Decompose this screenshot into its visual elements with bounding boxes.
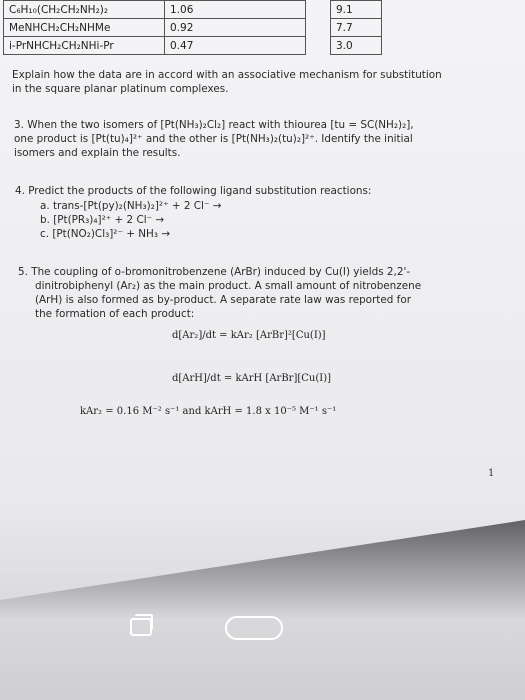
q4-item-a: a. trans-[Pt(py)₂(NH₃)₂]²⁺ + 2 Cl⁻ →	[40, 200, 222, 212]
table-cell: 1.06	[165, 1, 306, 19]
explain-text: Explain how the data are in accord with an associative mechanism for substitution in the square planar platinum complexes.	[12, 69, 442, 95]
table-cell: C₆H₁₀(CH₂CH₂NH₂)₂	[4, 1, 165, 19]
q5-line3: (ArH) is also formed as by-product. A separate rate law was reported for	[35, 294, 411, 306]
q5-line1: 5. The coupling of o-bromonitrobenzene (ArBr) induced by Cu(I) yields 2,2'-	[18, 266, 411, 278]
equation-3: kAr₂ = 0.16 M⁻² s⁻¹ and kArH = 1.8 x 10⁻⁵ M⁻¹ s⁻¹	[80, 406, 337, 417]
data-table-right	[330, 0, 382, 55]
equation-1: d[Ar₂]/dt = kAr₂ [ArBr]²[Cu(I)]	[172, 330, 326, 341]
table-cell: MeNHCH₂CH₂NHMe	[4, 19, 165, 37]
table-cell: i-PrNHCH₂CH₂NHi-Pr	[4, 37, 165, 55]
q5-line4: the formation of each product:	[35, 308, 195, 320]
home-button-icon[interactable]	[225, 616, 283, 640]
q4-title: 4. Predict the products of the following ligand substitution reactions:	[15, 185, 372, 197]
page-number: 1	[488, 468, 495, 479]
equation-2: d[ArH]/dt = kArH [ArBr][Cu(I)]	[172, 373, 331, 384]
device-nav-bar	[130, 610, 430, 650]
bottom-shade	[0, 500, 525, 700]
recent-apps-icon[interactable]	[130, 618, 152, 636]
table-row	[4, 1, 306, 19]
table-row	[4, 19, 306, 37]
data-table	[3, 0, 306, 55]
q3-line2: one product is [Pt(tu)₄]²⁺ and the other is [Pt(NH₃)₂(tu)₂]²⁺. Identify the initial	[14, 133, 413, 145]
q4-item-b: b. [Pt(PR₃)₄]²⁺ + 2 Cl⁻ →	[40, 214, 165, 226]
table-cell: 7.7	[331, 19, 382, 37]
q5-line2: dinitrobiphenyl (Ar₂) as the main product. A small amount of nitrobenzene	[35, 280, 422, 292]
table-row	[4, 37, 306, 55]
table-cell: 9.1	[331, 1, 382, 19]
q3-line3: isomers and explain the results.	[14, 147, 181, 159]
table-cell: 3.0	[331, 37, 382, 55]
table-cell: 0.92	[165, 19, 306, 37]
table-cell: 0.47	[165, 37, 306, 55]
q3-line1: 3. When the two isomers of [Pt(NH₃)₂Cl₂] react with thiourea [tu = SC(NH₂)₂],	[14, 119, 414, 131]
q4-item-c: c. [Pt(NO₂)Cl₃]²⁻ + NH₃ →	[40, 228, 171, 240]
